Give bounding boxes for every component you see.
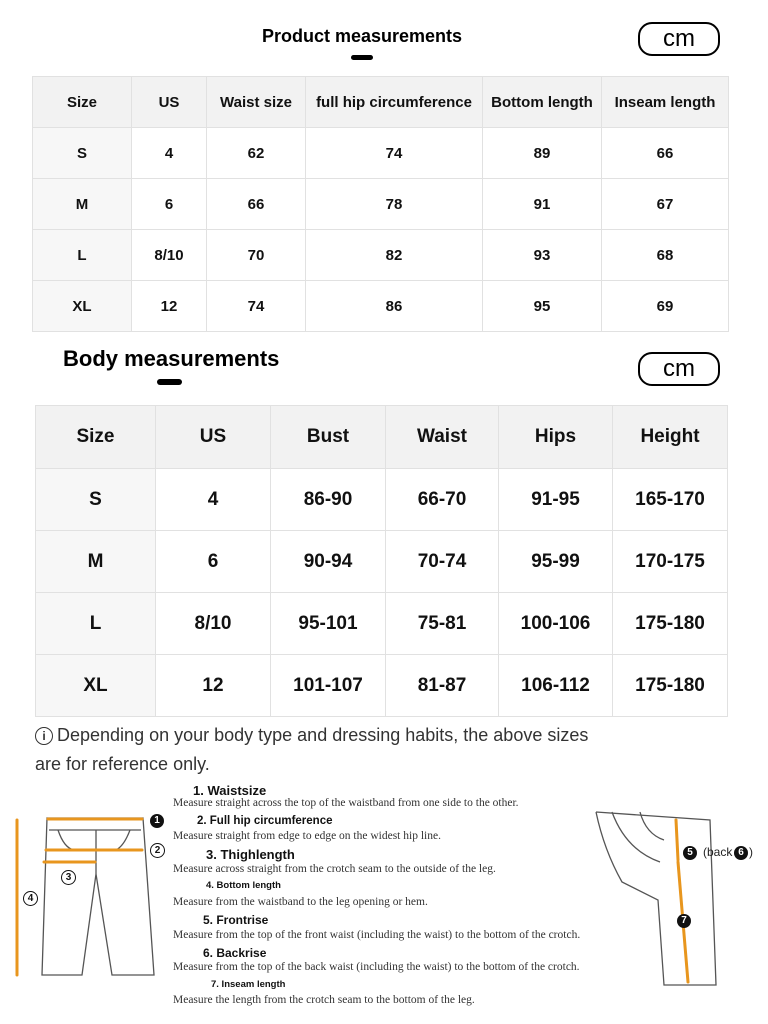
column-header: Waist <box>386 406 499 469</box>
table-cell: 74 <box>207 281 306 332</box>
table-cell: 78 <box>306 179 483 230</box>
table-cell: 175-180 <box>613 655 728 717</box>
guide-title-bottom-length: 4. Bottom length <box>206 880 281 891</box>
table-cell: 8/10 <box>132 230 207 281</box>
column-header: Bust <box>271 406 386 469</box>
table-cell: 6 <box>156 531 271 593</box>
table-cell: 93 <box>483 230 602 281</box>
table-cell: S <box>33 128 132 179</box>
table-cell: 4 <box>156 469 271 531</box>
badge-6: 6 <box>734 846 748 860</box>
badge-7: 7 <box>677 914 691 928</box>
table-cell: XL <box>36 655 156 717</box>
guide-desc-hip: Measure straight from edge to edge on the widest hip line. <box>173 830 441 842</box>
badge-5: 5 <box>683 846 697 860</box>
unit-badge: cm <box>638 352 720 386</box>
table-cell: 81-87 <box>386 655 499 717</box>
guide-title-frontrise: 5. Frontrise <box>203 913 269 927</box>
guide-title-hip: 2. Full hip circumference <box>197 815 333 827</box>
table-cell: M <box>36 531 156 593</box>
table-cell: 100-106 <box>499 593 613 655</box>
guide-desc-thigh: Measure across straight from the crotch seam to the outside of the leg. <box>173 863 496 875</box>
info-icon: i <box>35 727 53 745</box>
product-measurements-title: Product measurements <box>261 26 463 46</box>
table-cell: 8/10 <box>156 593 271 655</box>
table-cell: 12 <box>132 281 207 332</box>
back-label-close: ) <box>749 845 753 859</box>
column-header: Bottom length <box>483 77 602 128</box>
table-cell: 95-101 <box>271 593 386 655</box>
table-cell: 101-107 <box>271 655 386 717</box>
back-label: (back <box>703 845 733 859</box>
column-header: Hips <box>499 406 613 469</box>
column-header: Size <box>33 77 132 128</box>
backrise-measure-line <box>676 820 678 860</box>
table-cell: 170-175 <box>613 531 728 593</box>
table-cell: 95 <box>483 281 602 332</box>
back-pants-illustration <box>596 812 716 985</box>
column-header: Inseam length <box>602 77 729 128</box>
table-cell: 90-94 <box>271 531 386 593</box>
column-header: US <box>132 77 207 128</box>
guide-desc-inseam: Measure the length from the crotch seam to the bottom of the leg. <box>173 994 475 1006</box>
table-cell: M <box>33 179 132 230</box>
table-cell: 66 <box>207 179 306 230</box>
column-header: Height <box>613 406 728 469</box>
guide-title-waistsize: 1. Waistsize <box>193 783 267 798</box>
table-cell: 86 <box>306 281 483 332</box>
badge-3: 3 <box>61 870 76 885</box>
table-cell: 66 <box>602 128 729 179</box>
table-cell: 70-74 <box>386 531 499 593</box>
guide-desc-frontrise: Measure from the top of the front waist (including the waist) to the bottom of the crotch. <box>173 929 581 941</box>
table-cell: 6 <box>132 179 207 230</box>
table-cell: 91-95 <box>499 469 613 531</box>
table-cell: 75-81 <box>386 593 499 655</box>
table-cell: 165-170 <box>613 469 728 531</box>
note-text: Depending on your body type and dressing habits, the above sizes are for reference only. <box>35 725 589 774</box>
table-cell: 12 <box>156 655 271 717</box>
table-cell: 70 <box>207 230 306 281</box>
table-cell: 62 <box>207 128 306 179</box>
table-cell: 106-112 <box>499 655 613 717</box>
table-cell: 89 <box>483 128 602 179</box>
table-cell: 66-70 <box>386 469 499 531</box>
table-cell: 74 <box>306 128 483 179</box>
table-cell: 69 <box>602 281 729 332</box>
guide-desc-backrise: Measure from the top of the back waist (including the waist) to the bottom of the crotch. <box>173 961 580 973</box>
badge-4: 4 <box>23 891 38 906</box>
table-cell: L <box>36 593 156 655</box>
column-header: Waist size <box>207 77 306 128</box>
column-header: full hip circumference <box>306 77 483 128</box>
table-cell: 95-99 <box>499 531 613 593</box>
badge-2: 2 <box>150 843 165 858</box>
front-pants-illustration <box>42 818 154 975</box>
table-cell: 91 <box>483 179 602 230</box>
table-cell: S <box>36 469 156 531</box>
guide-desc-waistsize: Measure straight across the top of the waistband from one side to the other. <box>173 797 519 809</box>
table-cell: 68 <box>602 230 729 281</box>
table-cell: 67 <box>602 179 729 230</box>
guide-title-inseam: 7. Inseam length <box>211 979 286 990</box>
body-measurements-title: Body measurements <box>63 346 280 371</box>
unit-badge: cm <box>638 22 720 56</box>
guide-desc-bottom-length: Measure from the waistband to the leg opening or hem. <box>173 896 428 908</box>
table-cell: 4 <box>132 128 207 179</box>
column-header: Size <box>36 406 156 469</box>
column-header: US <box>156 406 271 469</box>
badge-1: 1 <box>150 814 164 828</box>
table-cell: 175-180 <box>613 593 728 655</box>
table-cell: 86-90 <box>271 469 386 531</box>
table-cell: XL <box>33 281 132 332</box>
table-cell: 82 <box>306 230 483 281</box>
guide-title-backrise: 6. Backrise <box>203 946 267 960</box>
table-cell: L <box>33 230 132 281</box>
guide-title-thigh: 3. Thighlength <box>206 847 295 862</box>
